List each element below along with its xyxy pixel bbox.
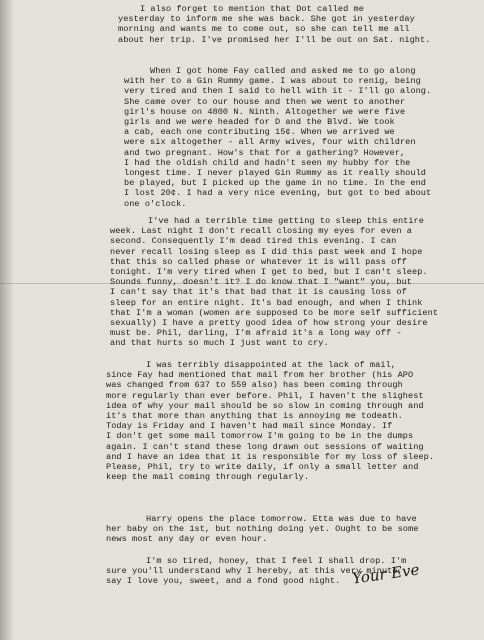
text-line: Sounds funny, doesn't it? I do know that I "want" you, but [110,277,413,288]
text-line: I'm so tired, honey, that I feel I shall drop. I'm [146,556,407,566]
text-line: must be. Phil, darling, I'm afraid it's a long way off - [110,328,402,339]
text-line: one o'clock. [124,198,187,209]
text-line: a cab, each one contributing 15¢. When we arrived we [124,127,395,138]
text-line: very tired and then I said to hell with it - I'll go along. [124,86,432,97]
text-line: sexually) I have a pretty good idea of how strong your desire [110,318,428,328]
text-line: say I love you, sweet, and a fond good night. [106,576,341,587]
text-line: yesterday to inform me she was back. She got in yesterday [118,14,415,25]
text-line: news most any day or even hour. [106,534,268,545]
text-line: since Fay had mentioned that mail from her brother (his APO [106,370,414,381]
text-line: never recall losing sleep as I did this past week and I hope [110,246,423,257]
text-line: sure you'll understand why I hereby, at this very minute, [106,566,403,577]
text-line: longest time. I never played Gin Rummy as it really should [124,168,427,178]
text-line: morning and wants me to come out, so she can tell me all [118,24,410,35]
page-fold-shadow [0,0,14,640]
text-line: and that hurts so much I just want to cry. [110,338,329,349]
text-line: again. I can't stand these long drawn out sessions of waiting [106,441,424,452]
text-line: second. Consequently I'm dead tired this evening. I can [110,236,397,247]
text-line: I had the oldish child and hadn't seen my hubby for the [124,157,411,168]
text-line: and two pregnant. How's that for a gathering? However, [124,147,406,158]
text-line: her baby on the 1st, but nothing doing yet. Ought to be some [106,524,419,535]
text-line: that I'm a woman (women are supposed to be more self sufficient [110,307,439,318]
text-line: Today is Friday and I haven't had mail since Monday. If [106,421,393,432]
text-line: week. Last night I don't recall closing my eyes for even a [110,226,413,237]
text-line: girls and we were headed for D and the Blvd. We took [124,117,395,127]
text-line: it's that more than anything that is annoying me todeath. [106,411,403,421]
handwritten-signature: Your Eve [351,560,421,588]
text-line: I lost 20¢. I had a very nice evening, but got to bed about [124,188,432,199]
text-line: with her to a Gin Rummy game. I was about to renig, being [124,76,421,87]
text-line: I was terribly disappointed at the lack of mail, [146,360,396,370]
text-line: Harry opens the place tomorrow. Etta was due to have [146,514,417,524]
text-line: Please, Phil, try to write daily, if only a small letter and [106,462,419,472]
text-line: were six altogether - all Army wives, four with children [124,137,416,148]
text-line: I don't get some mail tomorrow I'm going to be in the dumps [106,431,414,442]
text-line: I also forget to mention that Dot called me [140,4,364,14]
text-line: I can't say that it's that bad that it is causing loss of [110,287,407,298]
text-line: keep the mail coming through regularly. [106,472,310,483]
text-line: When I got home Fay called and asked me to go along [150,66,416,76]
text-line: She came over to our house and then we went to another [124,96,406,107]
text-line: and I have an idea that it is responsible for my loss of sleep. [106,451,435,462]
text-line: idea of why your mail should be so slow in coming through and [106,400,424,411]
text-line: tonight. I'm very tired when I get to bed, but I can't sleep. [110,267,428,277]
text-line: girl's house on 4800 N. Ninth. Altogether we were five [124,106,406,117]
text-line: I've had a terrible time getting to sleep this entire [148,216,424,226]
text-line: was changed from 637 to 559 also) has been coming through [106,380,403,391]
text-line: more regularly than ever before. Phil, I haven't the slighest [106,390,424,401]
text-line: about her trip. I've promised her I'll be out on Sat. night. [118,34,431,45]
text-line: that this so called phase or whatever it is will pass off [110,256,407,267]
text-line: be played, but I picked up the game in no time. In the end [124,178,427,189]
text-line: sleep for an entire night. It's bad enough, and when I think [110,297,423,308]
